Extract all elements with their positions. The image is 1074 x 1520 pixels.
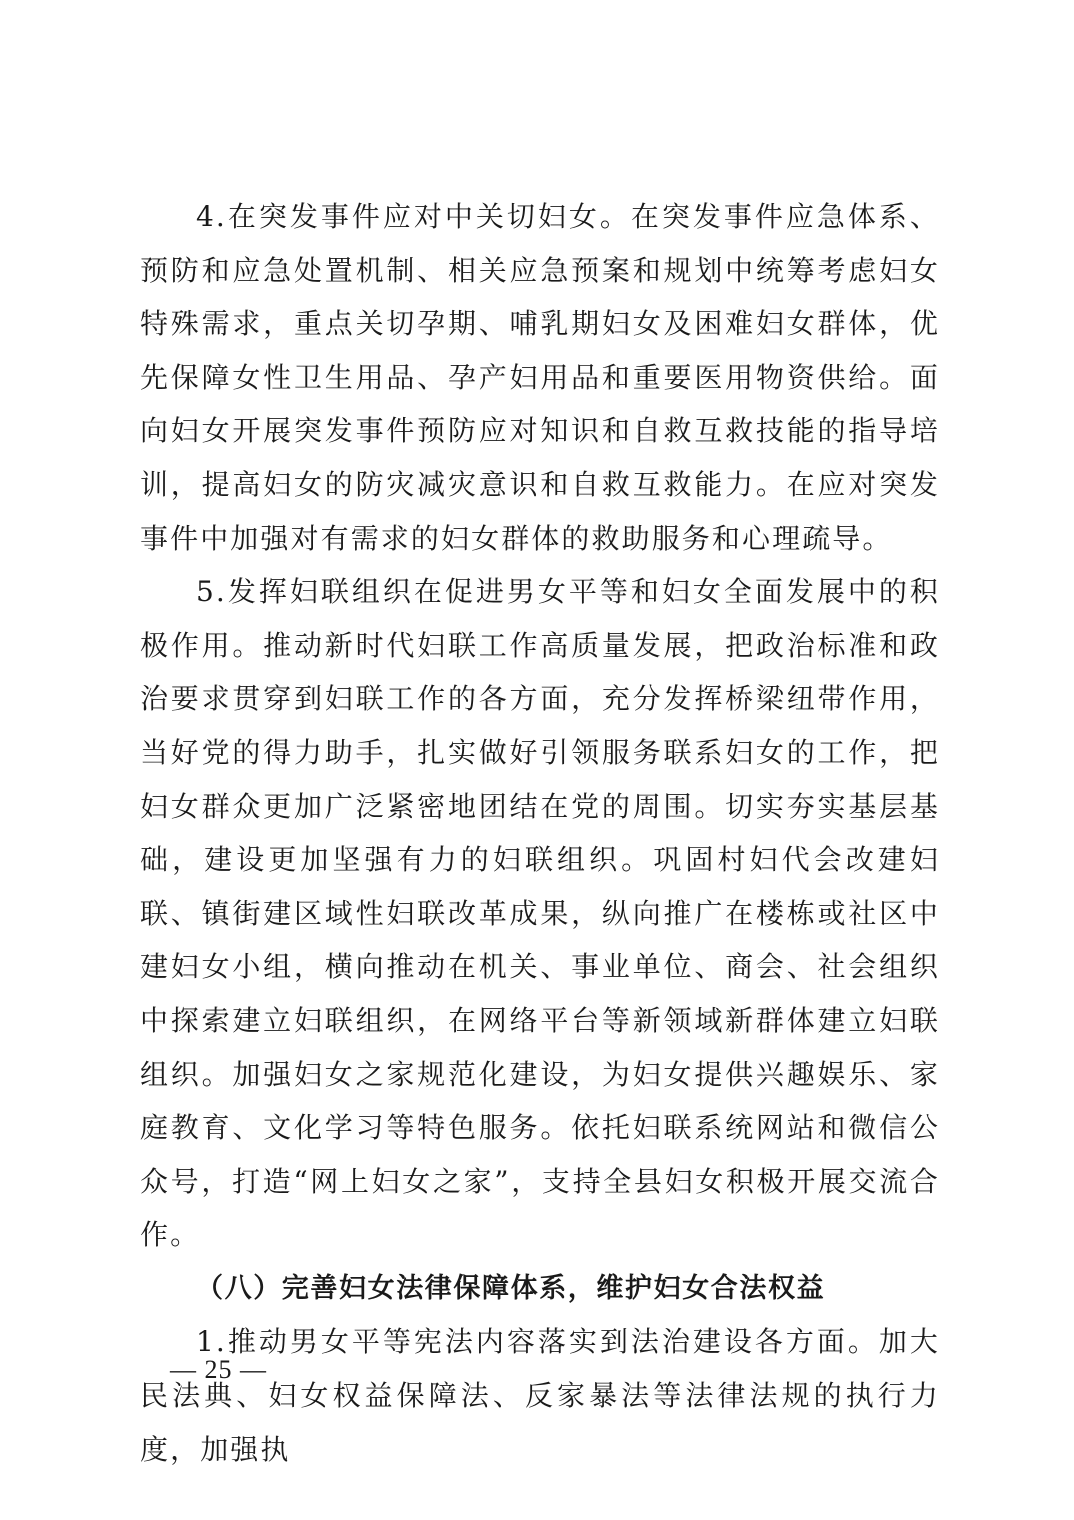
- paragraph-item-8-1: 1.推动男女平等宪法内容落实到法治建设各方面。加大民法典、妇女权益保障法、反家暴法等法律法规的执行力度，加强执: [140, 1325, 940, 1466]
- document-body: [140, 190, 940, 1476]
- paragraph-item-4: 4.在突发事件应对中关切妇女。在突发事件应急体系、预防和应急处置机制、相关应急预案和规划中统筹考虑妇女特殊需求，重点关切孕期、哺乳期妇女及困难妇女群体，优先保障女性卫生用品、孕产妇用品和重要医用物资供给。面向妇女开展突发事件预防应对知识和自救互救技能的指导培训，提高妇女的防灾减灾意识和自救互救能力。在应对突发事件中加强对有需求的妇女群体的救助服务和心理疏导。: [140, 200, 940, 555]
- paragraph-item-5: 5.发挥妇联组织在促进男女平等和妇女全面发展中的积极作用。推动新时代妇联工作高质量发展，把政治标准和政治要求贯穿到妇联工作的各方面，充分发挥桥梁纽带作用，当好党的得力助手，扎实做好引领服务联系妇女的工作，把妇女群众更加广泛紧密地团结在党的周围。切实夯实基层基础，建设更加坚强有力的妇联组织。巩固村妇代会改建妇联、镇街建区域性妇联改革成果，纵向推广在楼栋或社区中建妇女小组，横向推动在机关、事业单位、商会、社会组织中探索建立妇联组织，在网络平台等新领域新群体建立妇联组织。加强妇女之家规范化建设，为妇女提供兴趣娱乐、家庭教育、文化学习等特色服务。依托妇联系统网站和微信公众号，打造“网上妇女之家”，支持全县妇女积极开展交流合作。: [140, 575, 940, 1252]
- page-number: — 25 —: [170, 1355, 267, 1384]
- section-heading: （八）完善妇女法律保障体系，维护妇女合法权益: [196, 1272, 826, 1304]
